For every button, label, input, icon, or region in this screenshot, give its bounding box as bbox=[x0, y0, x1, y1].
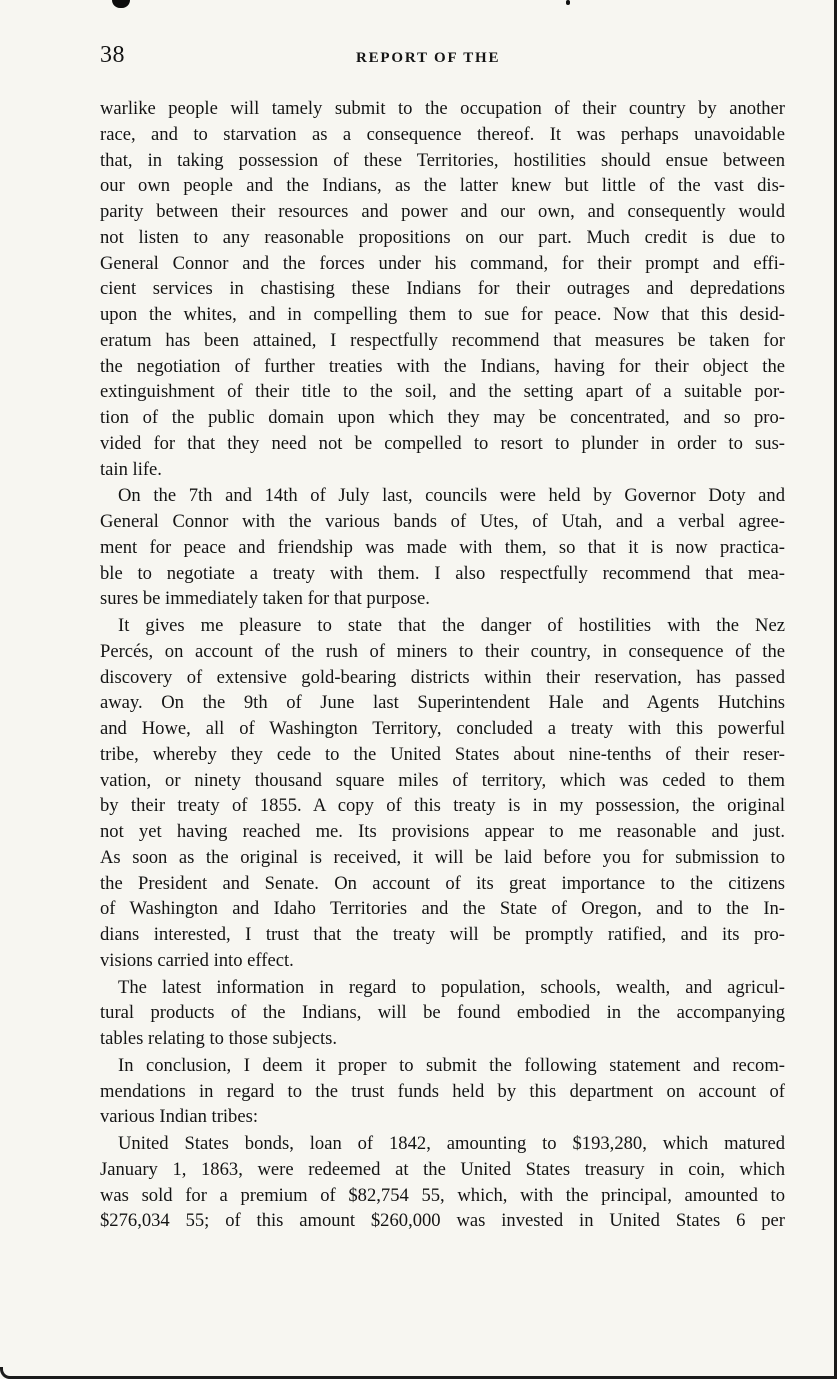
text-line: Percés, on account of the rush of miners to their country, in consequence of the bbox=[100, 640, 785, 662]
text-line: eratum has been attained, I respectfully recommend that measures be taken for bbox=[100, 329, 785, 351]
text-line: vided for that they need not be compelled to resort to plunder in order to sus- bbox=[100, 432, 785, 454]
text-line: discovery of extensive gold-bearing districts within their reservation, has passed bbox=[100, 666, 785, 688]
text-line: dians interested, I trust that the treaty will be promptly ratified, and its pro- bbox=[100, 924, 785, 945]
text-line: United States bonds, loan of 1842, amounting to $193,280, which matured bbox=[118, 1133, 785, 1154]
text-line: the negotiation of further treaties with the Indians, having for their object the bbox=[100, 355, 785, 377]
text-line: upon the whites, and in compelling them to sue for peace. Now that this desid- bbox=[100, 304, 785, 325]
paragraph-5 bbox=[100, 1053, 785, 1130]
text-line: $276,034 55; of this amount $260,000 was invested in United States 6 per bbox=[100, 1210, 785, 1232]
text-line: of Washington and Idaho Territories and the State of Oregon, and to the In- bbox=[100, 898, 785, 920]
text-line: that, in taking possession of these Territories, hostilities should ensue between bbox=[100, 149, 785, 171]
text-line: On the 7th and 14th of July last, councils were held by Governor Doty and bbox=[118, 485, 785, 507]
body-text bbox=[100, 96, 785, 1235]
text-line: and Howe, all of Washington Territory, concluded a treaty with this powerful bbox=[100, 718, 785, 739]
paragraph-4 bbox=[100, 975, 785, 1052]
running-head: REPORT OF THE bbox=[356, 50, 501, 66]
ink-blot bbox=[112, 0, 130, 8]
text-line: ble to negotiate a treaty with them. I also respectfully recommend that mea- bbox=[100, 562, 785, 584]
text-line: ment for peace and friendship was made with them, so that it is now practica- bbox=[100, 536, 785, 558]
text-line: tural products of the Indians, will be found embodied in the accompanying bbox=[100, 1002, 785, 1024]
text-line: away. On the 9th of June last Superintendent Hale and Agents Hutchins bbox=[100, 692, 785, 714]
text-line: tribe, whereby they cede to the United States about nine-tenths of their reser- bbox=[100, 743, 785, 765]
text-line: General Connor and the forces under his command, for their prompt and effi- bbox=[100, 252, 785, 274]
text-line: tain life. bbox=[100, 458, 162, 480]
paragraph-1 bbox=[100, 96, 785, 482]
ink-dot bbox=[566, 0, 570, 5]
text-line: General Connor with the various bands of Utes, of Utah, and a verbal agree- bbox=[100, 511, 785, 532]
text-line: In conclusion, I deem it proper to submit the following statement and recom- bbox=[118, 1054, 785, 1076]
text-line: warlike people will tamely submit to the occupation of their country by another bbox=[100, 98, 785, 119]
text-line: by their treaty of 1855. A copy of this treaty is in my possession, the original bbox=[100, 795, 785, 817]
text-line: visions carried into effect. bbox=[100, 949, 294, 971]
text-line: It gives me pleasure to state that the danger of hostilities with the Nez bbox=[118, 615, 785, 636]
paragraph-6 bbox=[100, 1131, 785, 1234]
text-line: The latest information in regard to population, schools, wealth, and agricul- bbox=[118, 976, 785, 998]
text-line: As soon as the original is received, it will be laid before you for submission to bbox=[100, 846, 785, 868]
text-line: tables relating to those subjects. bbox=[100, 1028, 338, 1049]
text-line: extinguishment of their title to the soil, and the setting apart of a suitable por- bbox=[100, 381, 785, 403]
text-line: sures be immediately taken for that purpose. bbox=[100, 588, 430, 610]
paragraph-2 bbox=[100, 483, 785, 612]
text-line: parity between their resources and power and our own, and consequently would bbox=[100, 201, 785, 222]
text-line: mendations in regard to the trust funds held by this department on account of bbox=[100, 1080, 785, 1102]
paragraph-3 bbox=[100, 613, 785, 974]
text-line: January 1, 1863, were redeemed at the United States treasury in coin, which bbox=[100, 1158, 785, 1180]
text-line: not listen to any reasonable propositions on our part. Much credit is due to bbox=[100, 226, 785, 248]
text-line: race, and to starvation as a consequence thereof. It was perhaps unavoidable bbox=[100, 123, 785, 145]
text-line: our own people and the Indians, as the latter knew but little of the vast dis- bbox=[100, 175, 785, 197]
text-line: tion of the public domain upon which they may be concentrated, and so pro- bbox=[100, 407, 785, 428]
text-line: was sold for a premium of $82,754 55, which, with the principal, amounted to bbox=[100, 1184, 785, 1206]
text-line: vation, or ninety thousand square miles of territory, which was ceded to them bbox=[100, 769, 785, 791]
text-line: not yet having reached me. Its provisions appear to me reasonable and just. bbox=[100, 821, 785, 842]
page-number: 38 bbox=[100, 42, 125, 68]
page-bottom-edge bbox=[0, 1367, 837, 1379]
text-line: cient services in chastising these Indians for their outrages and depredations bbox=[100, 278, 785, 300]
text-line: various Indian tribes: bbox=[100, 1106, 259, 1128]
text-line: the President and Senate. On account of its great importance to the citizens bbox=[100, 872, 785, 894]
